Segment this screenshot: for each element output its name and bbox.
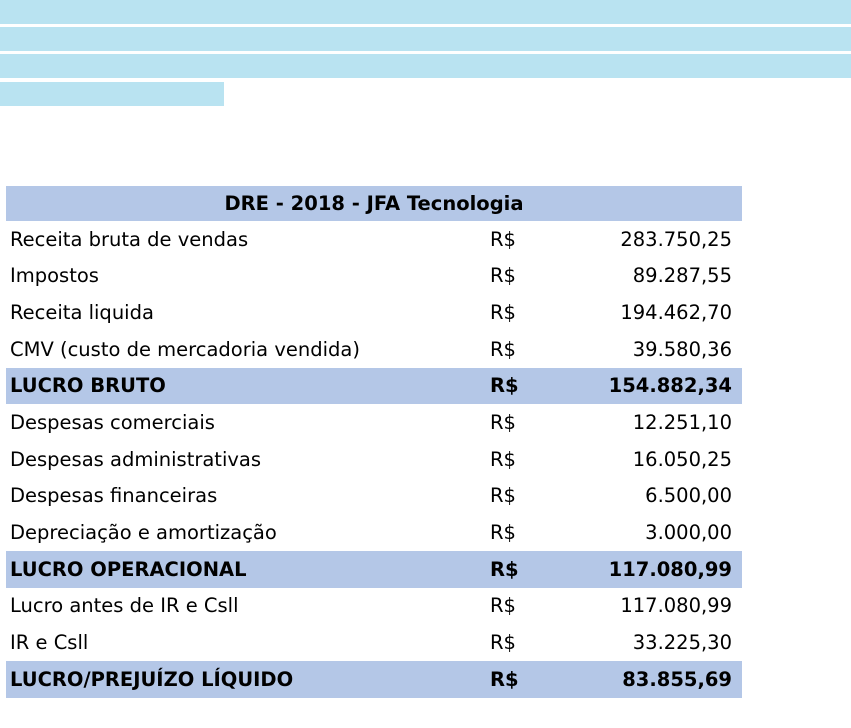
row-currency: R$ [490,411,516,435]
row-currency: R$ [490,300,516,324]
table-row [6,258,742,295]
row-label: Impostos [10,264,99,288]
table-row [6,478,742,515]
row-value: 33.225,30 [632,631,732,655]
row-value: 154.882,34 [558,368,742,405]
row-label: Despesas administrativas [10,447,262,471]
total-row [6,368,742,405]
row-value: 89.287,55 [632,264,732,288]
row-value: 117.080,99 [558,551,742,588]
row-label: LUCRO OPERACIONAL [6,551,488,588]
highlight-bar [0,0,851,24]
table-title-row [6,186,742,221]
row-label: LUCRO BRUTO [6,368,488,405]
highlight-bar [0,27,851,51]
row-label: IR e Csll [10,631,89,655]
row-value: 16.050,25 [632,447,732,471]
total-row [6,661,742,698]
row-value: 117.080,99 [620,594,732,618]
row-currency: R$ [490,521,516,545]
table-row [6,625,742,662]
row-currency: R$ [488,551,558,588]
row-label: Lucro antes de IR e Csll [10,594,239,618]
row-currency: R$ [490,227,516,251]
row-value: 3.000,00 [645,521,732,545]
table-row [6,441,742,478]
row-currency: R$ [490,631,516,655]
row-currency: R$ [488,661,558,698]
dre-table [6,186,742,698]
table-row [6,331,742,368]
table-row [6,588,742,625]
row-value: 283.750,25 [620,227,732,251]
table-title: DRE - 2018 - JFA Tecnologia [6,186,742,221]
table-row [6,404,742,441]
row-label: Receita liquida [10,300,154,324]
row-label: Depreciação e amortização [10,521,277,545]
row-value: 83.855,69 [558,661,742,698]
table-row [6,294,742,331]
row-currency: R$ [490,337,516,361]
row-currency: R$ [490,447,516,471]
row-label: CMV (custo de mercadoria vendida) [10,337,360,361]
row-value: 6.500,00 [645,484,732,508]
row-label: Receita bruta de vendas [10,227,249,251]
table-row [6,221,742,258]
row-currency: R$ [490,264,516,288]
row-value: 39.580,36 [632,337,732,361]
row-currency: R$ [488,368,558,405]
row-currency: R$ [490,594,516,618]
row-value: 194.462,70 [620,300,732,324]
row-label: Despesas financeiras [10,484,218,508]
table-row [6,515,742,552]
row-value: 12.251,10 [632,411,732,435]
row-currency: R$ [490,484,516,508]
highlight-bar [0,82,224,106]
dre-table-body [6,186,742,698]
highlight-bar [0,54,851,78]
row-label: Despesas comerciais [10,411,215,435]
total-row [6,551,742,588]
row-label: LUCRO/PREJUÍZO LÍQUIDO [6,661,488,698]
